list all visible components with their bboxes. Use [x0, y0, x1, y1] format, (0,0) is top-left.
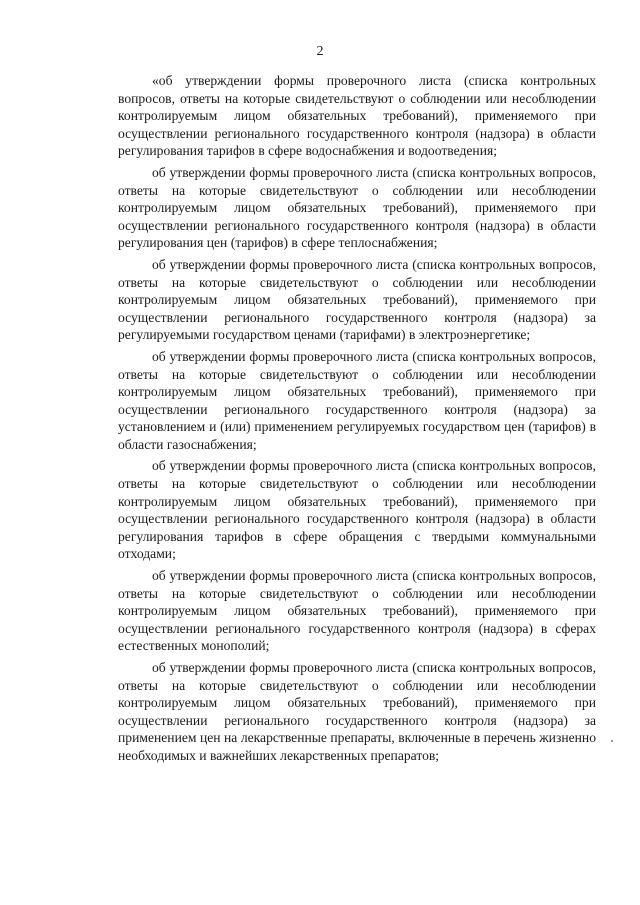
- paragraph-water-supply: «об утверждении формы проверочного листа (списка контрольных вопросов, ответы на которые свидетельствуют о соблюдении или несоблюдении контролируемым лицом обязательных требований), применяемого при осуществлении регионального государственного контроля (надзора) в области регулирования тарифов в сфере водоснабжения и водоотведения;: [118, 73, 596, 159]
- paragraph-heat-supply: об утверждении формы проверочного листа (списка контрольных вопросов, ответы на которые свидетельствуют о соблюдении или несоблюдении контролируемым лицом обязательных требований), применяемого при осуществлении регионального государственного контроля (надзора) в области регулирования цен (тарифов) в сфере теплоснабжения;: [118, 164, 596, 251]
- paragraph-medicine-prices: об утверждении формы проверочного листа (списка контрольных вопросов, ответы на которые свидетельствуют о соблюдении или несоблюдении контролируемым лицом обязательных требований), применяемого при осуществлении регионального государственного контроля (надзора) за применением цен на лекарственные препараты, включенные в перечень жизненно необходимых и важнейших лекарственных препаратов;: [118, 660, 596, 763]
- paragraph-natural-monopolies: об утверждении формы проверочного листа (списка контрольных вопросов, ответы на которые свидетельствуют о соблюдении или несоблюдении контролируемым лицом обязательных требований), применяемого при осуществлении регионального государственного контроля (надзора) в сферах естественных монополий;: [118, 568, 596, 654]
- page-number: 2: [316, 44, 324, 59]
- paragraph-electric-power: об утверждении формы проверочного листа (списка контрольных вопросов, ответы на которые свидетельствуют о соблюдении или несоблюдении контролируемым лицом обязательных требований), применяемого при осуществлении регионального государственного контроля (надзора) за регулируемыми государством ценами (тарифами) в электроэнергетике;: [118, 256, 596, 343]
- document-body: [118, 72, 596, 769]
- paragraph-solid-waste: об утверждении формы проверочного листа (списка контрольных вопросов, ответы на которые свидетельствуют о соблюдении или несоблюдении контролируемым лицом обязательных требований), применяемого при осуществлении регионального государственного контроля (надзора) в области регулирования тарифов в сфере обращения с твердыми коммунальными отходами;: [118, 458, 596, 562]
- margin-mark: [611, 740, 613, 742]
- paragraph-gas-supply: об утверждении формы проверочного листа (списка контрольных вопросов, ответы на которые свидетельствуют о соблюдении или несоблюдении контролируемым лицом обязательных требований), применяемого при осуществлении регионального государственного контроля (надзора) за установлением и (или) применением регулируемых государством цен (тарифов) в области газоснабжения;: [118, 348, 596, 452]
